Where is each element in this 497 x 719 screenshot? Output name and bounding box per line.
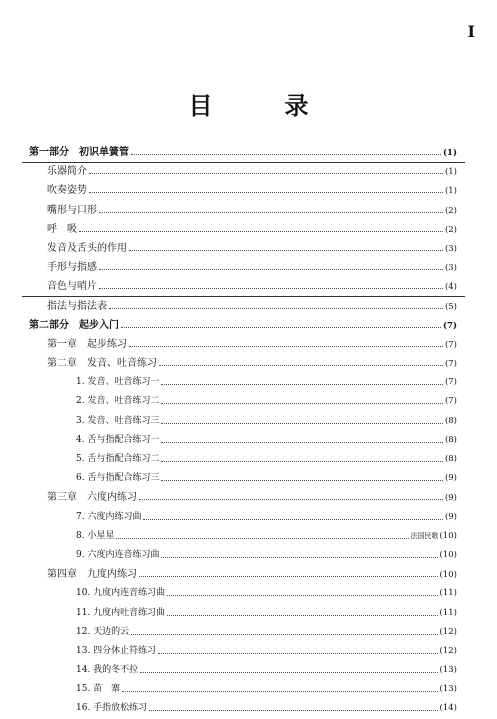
toc-entry-label: 4. 舌与指配合练习一 xyxy=(76,434,160,445)
toc-entry xyxy=(0,450,497,469)
toc-entry xyxy=(0,642,497,661)
toc-entry-label: 第三章 六度内练习 xyxy=(47,492,137,504)
toc-dot-leader xyxy=(161,431,443,443)
toc-dot-leader xyxy=(161,412,443,424)
toc-entry xyxy=(0,373,497,392)
toc-page-number: (13) xyxy=(439,665,457,676)
toc-entry xyxy=(0,546,497,565)
toc-entry xyxy=(0,277,497,296)
toc-page-number: (2) xyxy=(444,205,457,216)
toc-entry-label: 11. 九度内吐音练习曲 xyxy=(76,607,166,618)
toc-page-number: (14) xyxy=(439,703,457,714)
toc-dot-leader xyxy=(167,584,437,596)
toc-entry-label: 8. 小星星 xyxy=(76,530,115,541)
toc-entry-label: 14. 我的冬不拉 xyxy=(76,665,139,676)
toc-dot-leader xyxy=(129,335,443,347)
toc-page-number: (4) xyxy=(444,282,457,293)
toc-entry-label: 9. 六度内连音练习曲 xyxy=(76,549,160,560)
toc-entry xyxy=(0,392,497,411)
toc-entry-label: 13. 四分休止符练习 xyxy=(76,645,157,656)
toc-page-number: (7) xyxy=(443,320,457,331)
toc-page-number: (1) xyxy=(443,148,457,158)
toc-entry-label: 乐器简介 xyxy=(47,166,87,178)
toc-page-number: (7) xyxy=(444,339,457,350)
toc-entry-label: 第四章 九度内练习 xyxy=(47,569,137,581)
toc-entry xyxy=(0,412,497,431)
toc-page-number: (9) xyxy=(444,511,457,522)
toc-page-number: (11) xyxy=(439,607,457,618)
toc-entry xyxy=(0,584,497,603)
toc-page-number: (3) xyxy=(444,243,457,254)
toc-page-number: (3) xyxy=(444,263,457,274)
toc-page-number: (10) xyxy=(439,549,457,560)
toc-entry-label: 手形与指感 xyxy=(47,262,97,274)
toc-dot-leader xyxy=(159,354,443,366)
toc-dot-leader xyxy=(167,604,437,616)
toc-entry-label: 6. 舌与指配合练习三 xyxy=(76,473,160,484)
toc-page-number: (11) xyxy=(439,588,457,599)
toc-entry xyxy=(0,258,497,277)
toc-dot-leader xyxy=(89,162,443,174)
toc-entry xyxy=(0,220,497,239)
toc-entry xyxy=(0,201,497,220)
toc-dot-leader xyxy=(143,508,443,520)
page-title: 目录 xyxy=(188,91,381,120)
toc-page-number: (8) xyxy=(444,434,457,445)
toc-dot-leader xyxy=(89,181,443,193)
toc-entry xyxy=(0,469,497,488)
toc-dot-leader xyxy=(121,316,441,328)
toc-entry-label: 嘴形与口形 xyxy=(47,204,97,216)
toc-dot-leader xyxy=(140,661,437,673)
toc-chapter-entry xyxy=(0,354,497,373)
toc-dot-leader xyxy=(161,450,443,462)
toc-entry-label: 16. 手指放松练习 xyxy=(76,703,148,714)
toc-dot-leader xyxy=(129,239,443,251)
toc-entry-label: 10. 九度内连音练习曲 xyxy=(76,588,166,599)
toc-dot-leader xyxy=(161,546,437,558)
toc-entry-label: 音色与哨片 xyxy=(47,281,97,293)
toc-dot-leader xyxy=(149,699,437,711)
toc-page-number: (12) xyxy=(439,626,457,637)
toc-entry-note: 法国民歌 xyxy=(410,531,439,540)
toc-entry-label: 发音及舌头的作用 xyxy=(47,242,127,254)
toc-chapter-entry xyxy=(0,488,497,507)
toc-dot-leader xyxy=(122,680,437,692)
toc-entry xyxy=(0,239,497,258)
toc-dot-leader xyxy=(99,258,443,270)
toc-page-number: (1) xyxy=(444,167,457,178)
toc-entry-label: 第一部分 初识单簧管 xyxy=(29,147,129,158)
toc-dot-leader xyxy=(139,565,438,577)
toc-entry xyxy=(0,699,497,718)
toc-page-number: (1) xyxy=(444,186,457,197)
toc-entry-label: 1. 发音、吐音练习一 xyxy=(76,377,160,388)
toc-entry xyxy=(0,527,497,546)
toc-page-number: (12) xyxy=(439,645,457,656)
toc-dot-leader xyxy=(131,143,441,155)
toc-dot-leader xyxy=(139,488,443,500)
toc-dot-leader xyxy=(161,392,443,404)
toc-page-number: (8) xyxy=(444,415,457,426)
toc-dot-leader xyxy=(99,277,443,289)
toc-entry xyxy=(0,508,497,527)
toc-entry xyxy=(0,431,497,450)
toc-entry-label: 第二章 发音、吐音练习 xyxy=(47,358,157,370)
toc-dot-leader xyxy=(99,201,443,213)
toc-entry xyxy=(0,623,497,642)
toc-entry-label: 第二部分 起步入门 xyxy=(29,319,119,331)
page-number: I xyxy=(467,22,475,41)
toc-page-number: (10) xyxy=(439,530,457,541)
toc-dot-leader xyxy=(109,297,443,309)
toc-entry-label: 15. 苗 寨 xyxy=(76,684,121,695)
toc-entry xyxy=(0,661,497,680)
toc-entry-label: 呼 吸 xyxy=(47,223,77,235)
toc-part-entry xyxy=(0,316,497,335)
toc-entry-label: 指法与指法表 xyxy=(47,300,107,312)
toc-chapter-entry xyxy=(0,565,497,584)
toc-dot-leader xyxy=(161,373,443,385)
toc-dot-leader xyxy=(161,469,443,481)
toc-entry xyxy=(0,604,497,623)
toc-dot-leader xyxy=(131,623,437,635)
table-of-contents xyxy=(0,143,497,719)
toc-page-number: (8) xyxy=(444,454,457,464)
toc-entry xyxy=(0,297,497,316)
toc-entry-label: 第一章 起步练习 xyxy=(47,338,127,350)
toc-page-number: (5) xyxy=(444,301,457,312)
toc-dot-leader xyxy=(79,220,443,232)
toc-entry-label: 12. 天边的云 xyxy=(76,626,130,637)
toc-entry-label: 5. 舌与指配合练习二 xyxy=(76,454,160,464)
toc-page-number: (13) xyxy=(439,684,457,695)
toc-page-number: (7) xyxy=(444,396,457,407)
toc-page-number: (9) xyxy=(444,473,457,484)
toc-page-number: (7) xyxy=(444,359,457,370)
toc-entry-label: 7. 六度内练习曲 xyxy=(76,511,142,522)
toc-entry xyxy=(0,162,497,181)
toc-page-number: (9) xyxy=(444,493,457,504)
toc-entry-label: 3. 发音、吐音练习三 xyxy=(76,415,160,426)
toc-entry-label: 2. 发音、吐音练习二 xyxy=(76,396,160,407)
toc-chapter-entry xyxy=(0,335,497,354)
toc-page-number: (10) xyxy=(439,570,457,581)
toc-dot-leader xyxy=(158,642,437,654)
toc-entry-label: 吹奏姿势 xyxy=(47,185,87,197)
toc-entry xyxy=(0,181,497,200)
toc-page-number: (2) xyxy=(444,224,457,235)
toc-part-entry xyxy=(0,143,497,162)
toc-page-number: (7) xyxy=(444,377,457,388)
toc-dot-leader xyxy=(116,527,408,539)
